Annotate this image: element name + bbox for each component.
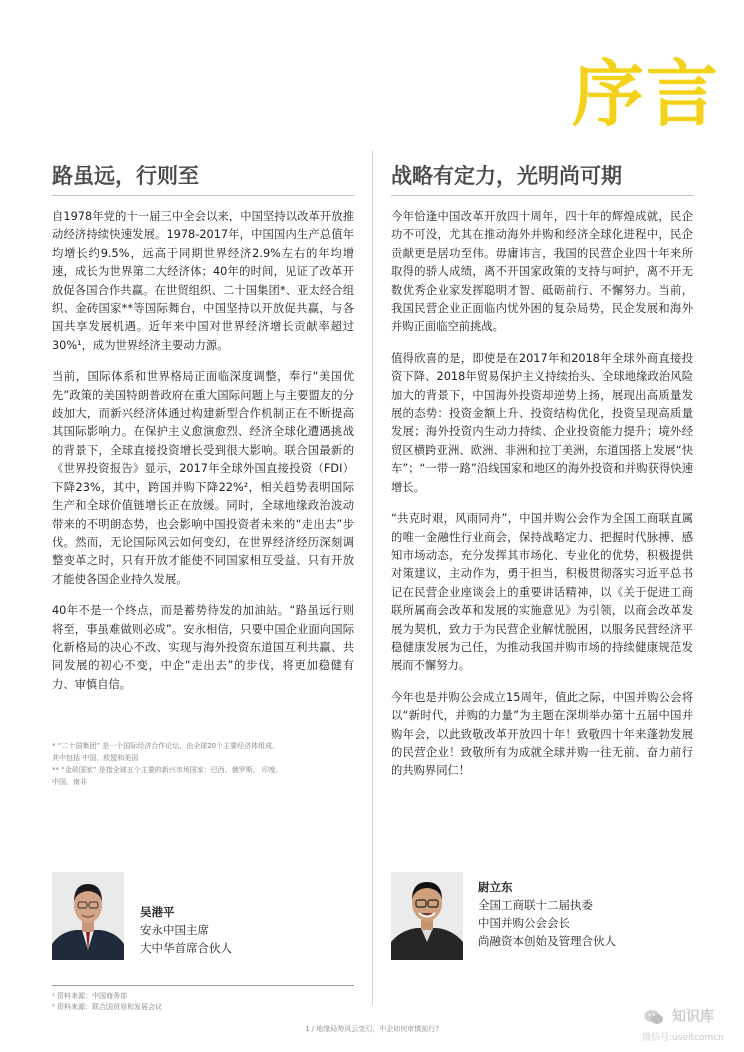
right-paragraph-3: “共克时艰，风雨同舟”，中国并购公会作为全国工商联直属的唯一金融性行业商会，保持战略定力、把握时代脉搏、感知市场动态，充分发挥其市场化、专业化的优势，积极提供对策建议，主动作为，勇于担当，积极贯彻落实习近平总书记在民营企业座谈会上的重要讲话精神，以《关于促进工商联所属商会改革和发展的实施意见》为引领，以商会改革发展为契机，致力于为民营企业解忧脱困，以服务民营经济平稳健康发展为己任，为推动我国并购市场的持续健康规范发展而不懈努力。 xyxy=(391,512,693,673)
left-paragraph-3: 40年不是一个终点，而是蓄势待发的加油站。“路虽远行则将至，事虽难做则必成”。安永相信，只要中国企业面向国际化新格局的决心不改、实现与海外投资东道国互利共赢、共同发展的初心不变，中企“走出去”的步伐，将更加稳健有力、审慎自信。 xyxy=(52,604,354,691)
column-divider xyxy=(372,150,373,1005)
person-title: 大中华首席合伙人 xyxy=(140,941,232,955)
watermark xyxy=(600,1006,740,1046)
footnote: ² 资料来源：联合国贸易和发展会议 xyxy=(52,1002,163,1011)
left-notes xyxy=(52,740,352,788)
person-name: 吴港平 xyxy=(140,905,175,919)
person-left xyxy=(140,903,232,957)
left-heading-rule xyxy=(52,195,354,196)
person-title: 全国工商联十二届执委 xyxy=(478,898,593,912)
note-line: * “二十国集团” 是一个国际经济合作论坛，由全球20个主要经济体组成， xyxy=(52,742,280,750)
note-line: 中国、南非 xyxy=(52,778,87,786)
portrait-photo-left xyxy=(52,872,124,960)
page-footer: 1 / 地缘局势风云变幻，中企如何审慎前行? xyxy=(305,1025,439,1033)
page-title: 序言 xyxy=(571,52,720,136)
person-right xyxy=(478,878,616,950)
right-heading-rule xyxy=(391,195,693,196)
note-line: ** “金砖国家” 是指全球五个主要的新兴市场国家：巴西、俄罗斯、 印度、 xyxy=(52,766,283,774)
person-title: 中国并购公会会长 xyxy=(478,916,570,930)
wechat-icon xyxy=(644,1009,664,1025)
right-paragraph-1: 今年恰逢中国改革开放四十周年，四十年的辉煌成就，民企功不可没，尤其在推动海外并购和经济全球化进程中，民企贡献更是居功至伟。毋庸讳言，我国的民营企业四十年来所取得的骄人成绩，离不开国家政策的支持与呵护，离不开无数优秀企业家发挥聪明才智、砥砺前行、不懈努力。当前，我国民营企业正面临内忧外困的复杂局势，民企发展和海外并购正面临空前挑战。 xyxy=(391,210,693,334)
note-line: 其中包括 中国、欧盟和美国 xyxy=(52,754,139,762)
left-heading: 路虽远，行则至 xyxy=(52,164,199,188)
right-heading: 战略有定力，光明尚可期 xyxy=(391,164,622,188)
left-column xyxy=(52,208,354,707)
left-paragraph-1: 自1978年党的十一届三中全会以来，中国坚持以改革开放推动经济持续快速发展。1978-2017年，中国国内生产总值年均增长约9.5%，远高于同期世界经济2.9%左右的年均增速，成长为世界第二大经济体；40年的时间，见证了改革开放促各国合作共赢。在世贸组织、二十国集团*、亚太经合组织、金砖国家**等国际舞台，中国坚持以开放促共赢，与各国共享发展机遇。近年来中国对世界经济增长贡献率超过30%¹，成为世界经济主要动力源。 xyxy=(52,210,354,352)
right-column xyxy=(391,208,693,794)
footnote: ¹ 资料来源：中国商务部 xyxy=(52,992,128,1000)
right-paragraph-4: 今年也是并购公会成立15周年，值此之际，中国并购公会将以“新时代，并购的力量”为主题在深圳举办第十五届中国并购年会，以此致敬改革开放四十年！致敬四十年来蓬勃发展的民营企业！致敬所有为成就全球并购一往无前、奋力前行的共购界同仁！ xyxy=(391,690,693,778)
footnotes xyxy=(52,991,162,1012)
left-paragraph-2: 当前，国际体系和世界格局正面临深度调整，奉行“美国优先”政策的美国特朗普政府在重大国际问题上与主要盟友的分歧加大，而新兴经济体通过构建新型合作机制正在不断提高其国际影响力。在保护主义愈演愈烈、经济全球化遭遇挑战的背景下，全球直接投资增长受到很大影响。联合国最新的《世界投资报告》显示，2017年全球外国直接投资（FDI）下降23%，其中，跨国并购下降22%²，相关趋势表明国际生产和全球价值链增长正在放缓。同时，全球地缘政治波动带来的不明朗态势，也会影响中国投资者未来的“走出去”步伐。然而，无论国际风云如何变幻，在世界经济经历深刻调整变革之时，只有开放才能使不同国家相互受益、只有开放才能使各国企业持久发展。 xyxy=(52,370,354,586)
person-title: 安永中国主席 xyxy=(140,923,209,937)
portrait-photo-right xyxy=(391,872,463,960)
right-paragraph-2: 值得欣喜的是，即使是在2017年和2018年全球外商直接投资下降、2018年贸易保护主义持续抬头、全球地缘政治风险加大的背景下，中国海外投资却逆势上扬，展现出高质量发展的态势：投资金额上升、投资结构优化，投资呈现高质量发展；海外投资内生动力持续、企业投资能力提升；境外经贸区横跨亚洲、欧洲、非洲和拉丁美洲，东道国搭上发展“快车”；“一带一路”沿线国家和地区的海外投资和并购获得快速增长。 xyxy=(391,351,693,494)
watermark-title: 知识库 xyxy=(672,1009,714,1025)
footnote-divider xyxy=(52,985,354,986)
person-title: 尚融资本创始及管理合伙人 xyxy=(478,934,616,948)
watermark-id: 微信号:useitcomcn xyxy=(642,1033,724,1043)
person-name: 尉立东 xyxy=(478,880,513,894)
